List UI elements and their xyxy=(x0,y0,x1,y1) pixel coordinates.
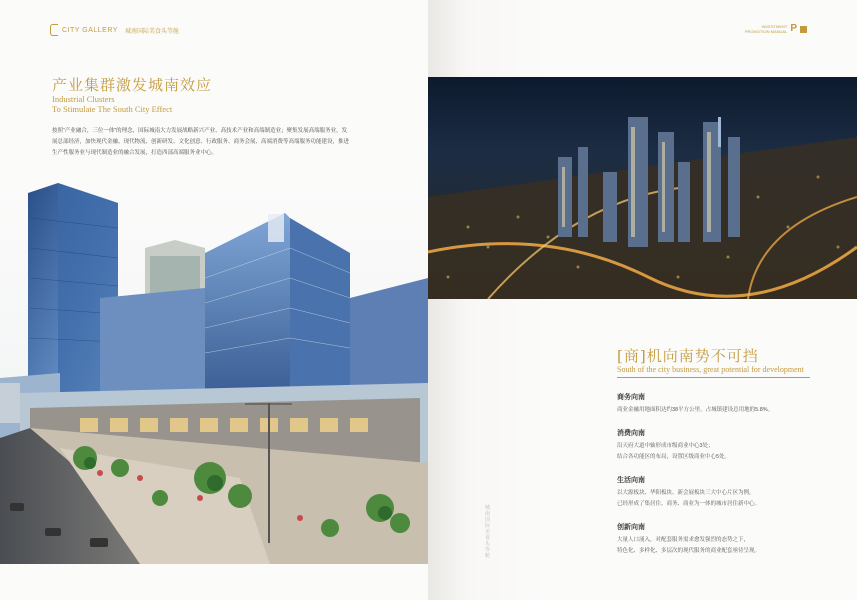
badge-letter: P xyxy=(790,23,797,34)
section-line: 结合各功能区的布局，设置区级商业中心5处。 xyxy=(617,454,731,460)
section-heading-en xyxy=(52,94,172,114)
sections-list xyxy=(617,392,827,569)
section-innovation xyxy=(617,522,827,557)
section-line: 大量人口涌入，对配套服务需求愈发强烈的态势之下， xyxy=(617,537,750,543)
section-living xyxy=(617,475,827,510)
business-title-en: South of the city business, great potential for development xyxy=(617,365,804,374)
night-city-photo xyxy=(428,77,857,299)
section-consumption xyxy=(617,428,827,463)
heading-en-line2: To Stimulate The South City Effect xyxy=(52,104,173,114)
logo-text: CITY GALLERY xyxy=(62,26,118,34)
title-divider xyxy=(617,377,810,378)
left-page xyxy=(0,0,428,600)
section-line: 商业金融用地面积达约38平方公里，占城镇建设总用地的5.8%。 xyxy=(617,407,774,413)
section-title: 生活向南 xyxy=(617,477,645,484)
section-line: 以大源板块、华阳板块、新会展板块三大中心片区为例， xyxy=(617,490,755,496)
logo-cn-text: 城南国际美食头等舱 xyxy=(124,28,179,35)
section-line: 沿天府大道中轴形成市级商业中心3处； xyxy=(617,443,714,449)
section-title: 消费向南 xyxy=(617,430,645,437)
heading-en-line1: Industrial Clusters xyxy=(52,94,115,104)
section-title: 商务向南 xyxy=(617,394,645,401)
business-title-cn: [商]机向南势不可挡 xyxy=(617,347,759,365)
intro-paragraph: 按照“产业融合，三位一体”的理念，国际城南大力发展战略新兴产业、高技术产业和高端制造业；聚集发展高端服务业，发展总部经济，加快现代金融、现代物流、创新研发、文化创意、行政服务、商务会展、高端消费等高端服务功能建设，推进生产性服务业与现代制造业的融合发展，打造西部高端服务业中心。 xyxy=(52,128,350,156)
city-gallery-logo xyxy=(50,24,179,36)
section-heading-cn: 产业集群激发城南效应 xyxy=(52,76,213,94)
vertical-caption: 城南国际美食头等舱 xyxy=(485,505,491,559)
section-line: 特色化、多样化、多层次的现代服务的商业配套亟待呈现。 xyxy=(617,548,761,554)
section-business xyxy=(617,392,827,416)
building-rendering-image xyxy=(0,178,428,564)
city-gallery-logo-icon xyxy=(50,24,58,36)
section-line: 已经形成了集居住、商务、商业为一体的城市居住新中心。 xyxy=(617,501,761,507)
page-badge-icon xyxy=(800,26,807,33)
section-title: 创新向南 xyxy=(617,524,645,531)
badge-line1: INVESTMENT xyxy=(761,24,788,29)
badge-line2: PROMOTION MANUAL xyxy=(744,29,788,34)
manual-badge xyxy=(745,24,807,34)
